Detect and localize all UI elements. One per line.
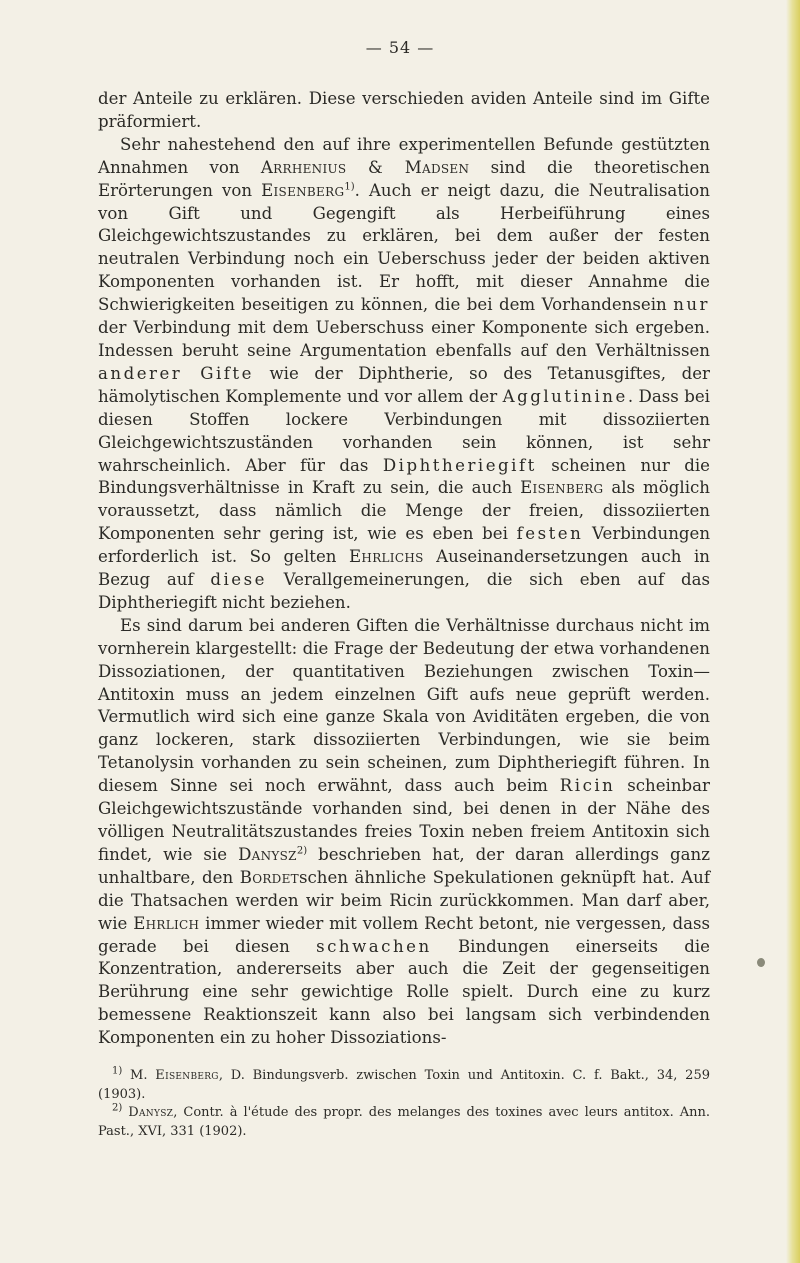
author-name: Eisenberg xyxy=(261,180,345,200)
emphasized-text: festen xyxy=(516,524,584,544)
text-run: , Contr. à l'étude des propr. des melanges des toxines avec leurs antitox. Ann. Past., XVI, 331 (1902). xyxy=(98,1105,710,1139)
paper-spot xyxy=(757,958,765,967)
text-run: Bindungen einerseits die Konzentration, andererseits aber auch die Zeit der gegenseitigen Berührung eine sehr gewichtige Rolle spielt. Durch eine zu kurz bemessene Reaktionszeit kann also bei langsam sich verbindenden Komponenten ein zu hoher Dissoziations- xyxy=(98,936,710,1048)
footnote-marker: 2) xyxy=(112,1102,123,1114)
text-run: scheinbar Gleichgewichtszustände vorhanden sind, bei denen in der Nähe des völligen Neutralitätszustandes freies Toxin neben freiem Antitoxin sich findet, wie sie xyxy=(98,776,710,864)
text-run: als möglich voraussetzt, dass nämlich die Menge der freien, dissoziierten Komponenten sehr gering ist, wie es eben bei xyxy=(98,478,710,544)
emphasized-text: schwachen xyxy=(316,936,432,956)
footnotes xyxy=(98,1067,710,1141)
text-run: , D. Bindungsverb. zwischen Toxin und Antitoxin. C. f. Bakt., 34, 259 (1903). xyxy=(98,1068,710,1102)
text-run: Verbindungen erforderlich ist. So gelten xyxy=(98,524,711,567)
emphasized-text: nur xyxy=(673,295,710,315)
body-text xyxy=(98,88,710,1050)
author-name: Ehrlich xyxy=(133,913,200,933)
text-run: wie der Diphtherie, so des Tetanusgiftes, der hämolytischen Komplemente und vor allem der xyxy=(98,363,710,406)
author-name: Danysz xyxy=(128,1105,174,1120)
text-run: Verallgemeinerungen, die sich eben auf das Diphtheriegift nicht beziehen. xyxy=(98,570,710,612)
text-run: Auseinandersetzungen auch in Bezug auf xyxy=(98,547,710,590)
text-run: der Verbindung mit dem Ueberschuss einer Komponente sich ergeben. Indessen beruht seine Argumentation ebenfalls auf den Verhältnissen xyxy=(98,318,710,360)
paragraph xyxy=(98,615,710,1050)
footnote-marker: 1) xyxy=(112,1065,123,1077)
text-run: scheinen nur die Bindungsverhältnisse in Kraft zu sein, die auch xyxy=(98,455,710,498)
author-name: Danysz xyxy=(238,844,297,864)
emphasized-text: Diphtheriegift xyxy=(382,455,537,475)
emphasized-text: anderer Gifte xyxy=(98,363,254,383)
emphasized-text: diese xyxy=(210,570,267,590)
text-run: beschrieben hat, der daran allerdings ganz unhaltbare, den xyxy=(98,844,710,887)
author-name: Ehrlichs xyxy=(349,547,424,567)
author-name: Eisenberg xyxy=(520,478,604,498)
text-run: Es sind darum bei anderen Giften die Verhältnisse durchaus nicht im vornherein klargestellt: die Frage der Bedeutung der etwa vorhandenen Dissoziationen, der quantitativen Beziehungen zwischen Toxin—Antitoxin muss an jedem einzelnen Gift aufs neue geprüft werden. Vermutlich wird sich eine ganze Skala von Aviditäten ergeben, die von ganz lockeren, stark dissoziierten Verbindungen, wie sie beim Tetanolysin vorhanden zu sein scheinen, zum Diphtheriegift führen. In diesem Sinne sei noch erwähnt, dass auch beim xyxy=(98,615,710,796)
author-name: Eisenberg xyxy=(155,1068,219,1083)
footnote xyxy=(98,1104,710,1141)
text-run: immer wieder mit vollem Recht betont, nie vergessen, dass gerade bei diesen xyxy=(98,913,710,956)
emphasized-text: Agglutinine xyxy=(502,386,628,406)
emphasized-text: Ricin xyxy=(559,776,616,796)
text-run: Sehr nahestehend den auf ihre experimentellen Befunde gestützten Annahmen von xyxy=(98,134,710,177)
footnote-marker: 2) xyxy=(296,845,308,857)
text-run: M. xyxy=(122,1068,156,1083)
text-run: schen ähnliche Spekulationen geknüpft hat. Auf die Thatsachen werden wir beim Ricin zurückkommen. Man darf aber, wie xyxy=(98,867,710,933)
paragraph xyxy=(98,88,710,134)
text-run: der Anteile zu erklären. Diese verschieden aviden Anteile sind im Gifte präformiert. xyxy=(98,89,710,131)
paragraph xyxy=(98,134,710,615)
text-run: . Auch er neigt dazu, die Neutralisation von Gift und Gegengift als Herbeiführung eines Gleichgewichtszustandes zu erklären, bei dem außer der festen neutralen Verbindung noch ein Ueberschuss jeder der beiden aktiven Komponenten vorhanden ist. Er hofft, mit dieser Annahme die Schwierigkeiten beseitigen zu können, die bei dem Vorhandensein xyxy=(98,180,710,315)
text-run: . Dass bei diesen Stoffen lockere Verbindungen mit dissoziierten Gleichgewichtszuständen vorhanden sein können, ist sehr wahrscheinlich. Aber für das xyxy=(98,386,710,475)
page-edge xyxy=(786,0,800,1263)
footnote xyxy=(98,1067,710,1104)
footnote-marker: 1) xyxy=(344,181,355,193)
page-number: — 54 — xyxy=(365,38,435,57)
text-run: sind die theoretischen Erörterungen von xyxy=(98,157,710,200)
author-name: Arrhenius & Madsen xyxy=(260,157,470,177)
author-name: Bordet xyxy=(239,867,299,887)
